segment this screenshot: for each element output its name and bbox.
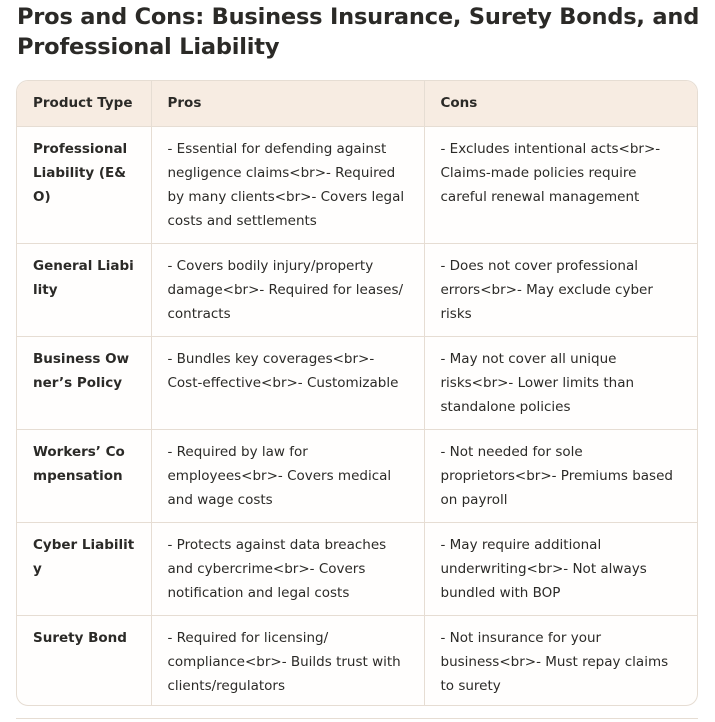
product-type-cell: Business Owner’s Policy bbox=[17, 336, 151, 429]
pros-cell: - Bundles key coverages<br>- Cost-effective<br>- Customizable bbox=[151, 336, 424, 429]
pros-cons-table bbox=[17, 81, 697, 706]
table-row bbox=[17, 243, 697, 336]
product-type-cell: Cyber Liability bbox=[17, 522, 151, 615]
bottom-divider bbox=[16, 718, 698, 719]
header-product-type: Product Type bbox=[17, 81, 151, 126]
table-row bbox=[17, 615, 697, 706]
header-cons: Cons bbox=[424, 81, 697, 126]
product-type-cell: General Liability bbox=[17, 243, 151, 336]
pros-cell: - Covers bodily injury/property damage<br>- Required for leases/ contracts bbox=[151, 243, 424, 336]
comparison-table bbox=[16, 80, 698, 706]
cons-cell: - Not needed for sole proprietors<br>- Premiums based on payroll bbox=[424, 429, 697, 522]
pros-cell: - Required by law for employees<br>- Covers medical and wage costs bbox=[151, 429, 424, 522]
product-type-cell: Surety Bond bbox=[17, 615, 151, 706]
table-row bbox=[17, 522, 697, 615]
pros-cell: - Essential for defending against negligence claims<br>- Required by many clients<br>- Covers legal costs and settlements bbox=[151, 126, 424, 243]
pros-cell: - Protects against data breaches and cybercrime<br>- Covers notification and legal costs bbox=[151, 522, 424, 615]
table-row bbox=[17, 126, 697, 243]
cons-cell: - May require additional underwriting<br>- Not always bundled with BOP bbox=[424, 522, 697, 615]
header-pros: Pros bbox=[151, 81, 424, 126]
table-row bbox=[17, 336, 697, 429]
cons-cell: - Does not cover professional errors<br>- May exclude cyber risks bbox=[424, 243, 697, 336]
product-type-cell: Workers’ Compensation bbox=[17, 429, 151, 522]
cons-cell: - Not insurance for your business<br>- Must repay claims to surety bbox=[440, 629, 669, 694]
pros-cell: - Required for licensing/ compliance<br>- Builds trust with clients/regulators bbox=[151, 615, 424, 706]
cons-cell: - May not cover all unique risks<br>- Lower limits than standalone policies bbox=[424, 336, 697, 429]
table-header-row bbox=[17, 81, 697, 126]
cons-cell: - Excludes intentional acts<br>- Claims-made policies require careful renewal management bbox=[424, 126, 697, 243]
table-row bbox=[17, 429, 697, 522]
product-type-cell: Professional Liability (E&O) bbox=[17, 126, 151, 243]
page-title: Pros and Cons: Business Insurance, Surety Bonds, and Professional Liability bbox=[17, 4, 700, 60]
